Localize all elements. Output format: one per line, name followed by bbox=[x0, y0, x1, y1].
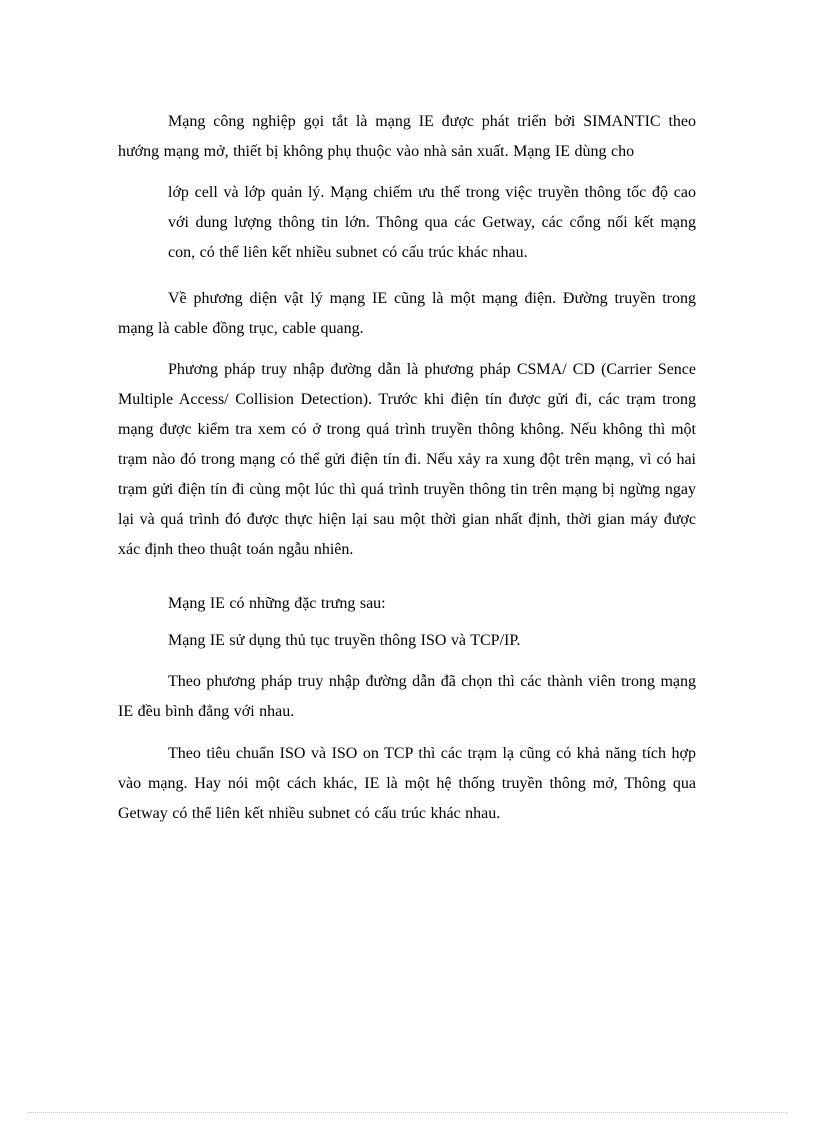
paragraph-features-heading: Mạng IE có những đặc trưng sau: bbox=[168, 595, 386, 612]
paragraph-physical: Về phương diện vật lý mạng IE cũng là một mạng điện. Đường truyền trong mạng là cable đồng trục, cable quang. bbox=[118, 290, 696, 337]
paragraph-protocols: Mạng IE sử dụng thủ tục truyền thông ISO và TCP/IP. bbox=[168, 632, 521, 649]
paragraph-iso-tcp: Theo tiêu chuẩn ISO và ISO on TCP thì các trạm lạ cũng có khả năng tích hợp vào mạng. Hay nói một cách khác, IE là một hệ thống truyền thông mở, Thông qua Getway có thể liên kết nhiều subnet có cấu trúc khác nhau. bbox=[118, 745, 696, 822]
paragraph-ie-intro: Mạng công nghiệp gọi tắt là mạng IE được phát triển bởi SIMANTIC theo hướng mạng mở, thiết bị không phụ thuộc vào nhà sản xuất. Mạng IE dùng cho bbox=[118, 113, 696, 160]
paragraph-cell-layer: lớp cell và lớp quản lý. Mạng chiếm ưu thế trong việc truyền thông tốc độ cao với dung lượng thông tin lớn. Thông qua các Getway, các cổng nối kết mạng con, có thể liên kết nhiều subnet có cấu trúc khác nhau. bbox=[168, 184, 696, 261]
paragraph-equality: Theo phương pháp truy nhập đường dẫn đã chọn thì các thành viên trong mạng IE đều bình đẳng với nhau. bbox=[118, 673, 696, 720]
paragraph-csma-cd: Phương pháp truy nhập đường dẫn là phương pháp CSMA/ CD (Carrier Sence Multiple Access/ Collision Detection). Trước khi điện tín được gửi đi, các trạm trong mạng được kiểm tra xem có ở trong quá trình truyền thông không. Nếu không thì một trạm nào đó trong mạng có thể gửi điện tín đi. Nếu xảy ra xung đột trên mạng, vì có hai trạm gửi điện tín đi cùng một lúc thì quá trình truyền thông tin trên mạng bị ngừng ngay lại và quá trình đó được thực hiện lại sau một thời gian nhất định, thời gian máy được xác định theo thuật toán ngẫu nhiên. bbox=[118, 361, 696, 558]
footer-divider bbox=[28, 1112, 788, 1113]
